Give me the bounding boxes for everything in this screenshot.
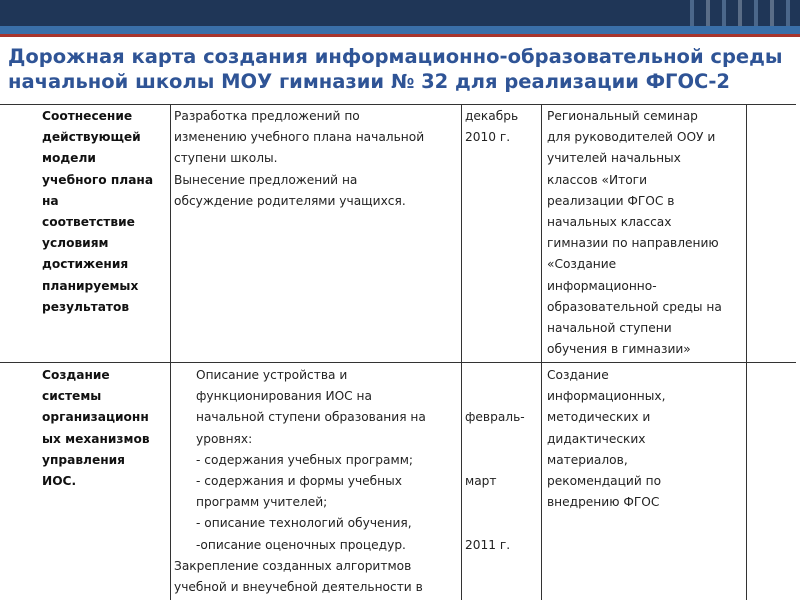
text-line: -описание оценочных процедур.: [196, 537, 406, 552]
header-stripe: [770, 0, 774, 26]
text-line: соответствие: [42, 215, 135, 230]
text-line: рекомендаций по: [547, 474, 662, 489]
text-line: ступени школы.: [174, 151, 278, 166]
text-line: информационно-: [547, 278, 657, 293]
header-stripe: [754, 0, 758, 26]
text-line: классов «Итоги: [547, 172, 647, 187]
header-red-line: [0, 34, 800, 37]
column-divider: [746, 104, 747, 600]
row2-result-cell: [547, 365, 745, 513]
text-line: обсуждение родителями учащихся.: [174, 193, 406, 208]
header-stripe: [738, 0, 742, 26]
text-line: гимназии по направлению: [547, 236, 719, 251]
text-line: учебного плана: [42, 172, 154, 187]
text-line: ых механизмов: [42, 431, 150, 446]
text-line: достижения: [42, 257, 129, 272]
table-border-top: [0, 104, 796, 105]
text-line: - описание технологий обучения,: [196, 516, 412, 531]
text-line: материалов,: [547, 452, 628, 467]
text-line: модели: [42, 151, 96, 166]
text-line: начальной ступени: [547, 321, 672, 336]
text-line: результатов: [42, 299, 130, 314]
text-line: программ учителей;: [196, 495, 328, 510]
title-line-2: начальной школы МОУ гимназии № 32 для реализации ФГОС-2: [8, 70, 731, 93]
text-line: действующей: [42, 130, 141, 145]
text-line: Закрепление созданных алгоритмов: [174, 558, 412, 573]
text-line: Разработка предложений по: [174, 109, 360, 123]
title-line-1: Дорожная карта создания информационно-образовательной среды: [8, 45, 783, 68]
column-divider: [461, 104, 462, 600]
column-divider: [541, 104, 542, 600]
text-line: Описание устройства и: [196, 368, 348, 382]
text-line: образовательной среды на: [547, 299, 722, 314]
text-line: внедрению ФГОС: [547, 495, 660, 510]
header-decoration: [0, 0, 800, 40]
header-stripe: [706, 0, 710, 26]
text-line: учителей начальных: [547, 151, 681, 166]
text-line: начальной ступени образования на: [196, 410, 426, 425]
text-line: начальных классах: [547, 215, 672, 230]
row1-actions-cell: [174, 106, 460, 212]
text-line: условиям: [42, 236, 109, 251]
text-line: Создание: [547, 368, 609, 382]
text-line: - содержания учебных программ;: [196, 452, 414, 467]
row2-date-cell: [465, 365, 541, 598]
row-divider: [0, 362, 796, 363]
text-line: 2011 г.: [465, 537, 511, 552]
header-stripe: [690, 0, 694, 26]
header-dark-band: [0, 0, 800, 26]
text-line: - содержания и формы учебных: [196, 474, 402, 489]
roadmap-table: [36, 104, 796, 600]
page-title: [8, 44, 792, 94]
text-line: на: [42, 193, 59, 208]
text-line: дидактических: [547, 431, 646, 446]
text-line: декабрь: [465, 109, 519, 123]
column-divider: [170, 104, 171, 600]
text-line: изменению учебного плана начальной: [174, 130, 425, 145]
text-line: системы: [42, 389, 102, 404]
text-line: планируемых: [42, 278, 139, 293]
row2-actions-cell: [174, 365, 460, 598]
text-line: управления: [42, 452, 126, 467]
row1-result-cell: [547, 106, 745, 360]
text-line: функционирования ИОС на: [196, 389, 372, 404]
header-stripe: [722, 0, 726, 26]
row1-date-cell: [465, 106, 541, 148]
text-line: ИОС.: [42, 474, 77, 489]
text-line: для руководителей ООУ и: [547, 130, 716, 145]
row2-stage-cell: [42, 365, 168, 492]
text-line: реализации ФГОС в: [547, 193, 675, 208]
text-line: учебной и внеучебной деятельности в: [174, 580, 423, 595]
text-line: Региональный семинар: [547, 109, 698, 123]
text-line: Соотнесение: [42, 109, 133, 123]
row1-stage-cell: [42, 106, 168, 318]
header-blue-band: [0, 26, 800, 34]
text-line: Создание: [42, 368, 110, 382]
text-line: организационн: [42, 410, 149, 425]
text-line: 2010 г.: [465, 130, 511, 145]
header-stripe: [786, 0, 790, 26]
text-line: март: [465, 474, 497, 489]
text-line: февраль-: [465, 410, 525, 425]
text-line: «Создание: [547, 257, 617, 272]
text-line: обучения в гимназии»: [547, 342, 691, 357]
text-line: Вынесение предложений на: [174, 172, 358, 187]
text-line: уровнях:: [196, 431, 253, 446]
text-line: методических и: [547, 410, 651, 425]
text-line: информационных,: [547, 389, 666, 404]
